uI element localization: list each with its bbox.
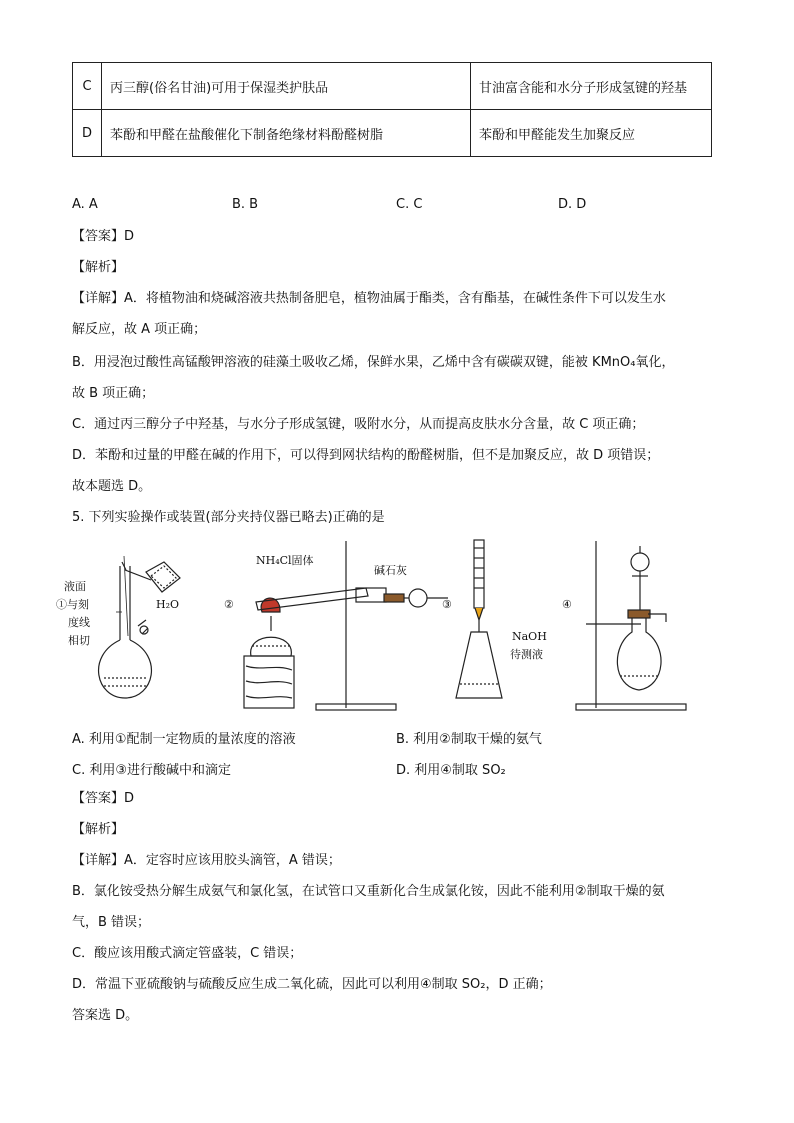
q4-analysis-heading: 【解析】 xyxy=(72,260,125,275)
tested-solution-label: 待测液 xyxy=(510,648,543,661)
q5-stem: 5. 下列实验操作或装置(部分夹持仪器已略去)正确的是 xyxy=(72,510,385,525)
q5-detail-line: D．常温下亚硫酸钠与硫酸反应生成二氧化硫，因此可以利用④制取 SO₂，D 正确； xyxy=(72,977,552,992)
q5-detail-line: 气，B 错误； xyxy=(72,915,151,930)
q4-detail-line: C．通过丙三醇分子中羟基，与水分子形成氢键，吸附水分，从而提高皮肤水分含量，故 C 项正确； xyxy=(72,417,645,432)
row-method: 丙三醇(俗名甘油)可用于保湿类护肤品 xyxy=(102,63,471,110)
q4-detail-line: 故本题选 D。 xyxy=(72,479,152,494)
flask-label-1: 液面 xyxy=(64,580,86,593)
q4-detail-line: 故 B 项正确； xyxy=(72,386,155,401)
apparatus-figure xyxy=(56,536,696,716)
table-row xyxy=(73,63,712,110)
q5-option-c[interactable]: C. 利用③进行酸碱中和滴定 xyxy=(72,763,231,778)
q4-detail-line: D．苯酚和过量的甲醛在碱的作用下，可以得到网状结构的酚醛树脂，但不是加聚反应，故 D 项错误； xyxy=(72,448,660,463)
q4-detail-line: 【详解】A．将植物油和烧碱溶液共热制备肥皂，植物油属于酯类，含有酯基，在碱性条件下可以发生水 xyxy=(72,291,666,306)
q5-analysis-heading: 【解析】 xyxy=(72,822,125,837)
q4-option-b[interactable]: B. B xyxy=(232,197,259,212)
q5-option-a[interactable]: A. 利用①配制一定物质的量浓度的溶液 xyxy=(72,732,296,747)
flask-label-2: ①与刻 xyxy=(56,598,89,611)
so2-generator-diagram xyxy=(576,541,686,710)
water-label: H₂O xyxy=(156,598,180,611)
row-key: D xyxy=(73,110,102,157)
q5-option-d[interactable]: D. 利用④制取 SO₂ xyxy=(396,763,506,778)
q5-detail-line: C．酸应该用酸式滴定管盛装，C 错误； xyxy=(72,946,303,961)
row-key: C xyxy=(73,63,102,110)
row-method: 苯酚和甲醛在盐酸催化下制备绝缘材料酚醛树脂 xyxy=(102,110,471,157)
table-row xyxy=(73,110,712,157)
q4-option-a[interactable]: A. A xyxy=(72,197,98,212)
apparatus-3-number: ③ xyxy=(442,598,452,611)
naoh-label: NaOH xyxy=(512,630,547,643)
volumetric-flask-diagram xyxy=(99,556,180,698)
q4-detail-line: B．用浸泡过酸性高锰酸钾溶液的硅藻土吸收乙烯，保鲜水果，乙烯中含有碳碳双键，能被 KMnO₄氧化， xyxy=(72,355,675,370)
q5-option-b[interactable]: B. 利用②制取干燥的氨气 xyxy=(396,732,542,747)
q5-answer: 【答案】D xyxy=(72,791,135,806)
q5-detail-line: B．氯化铵受热分解生成氨气和氯化氢，在试管口又重新化合生成氯化铵，因此不能利用②制取干燥的氨 xyxy=(72,884,665,899)
q4-detail-line: 解反应，故 A 项正确； xyxy=(72,322,207,337)
flask-label-3: 度线 xyxy=(68,616,90,629)
row-reason: 甘油富含能和水分子形成氢键的羟基 xyxy=(471,63,712,110)
flask-label-4: 相切 xyxy=(68,634,90,647)
options-table xyxy=(72,62,712,157)
q4-option-d[interactable]: D. D xyxy=(558,197,587,212)
titration-diagram xyxy=(456,540,502,698)
q4-answer: 【答案】D xyxy=(72,229,135,244)
q4-option-c[interactable]: C. C xyxy=(396,197,423,212)
apparatus-4-number: ④ xyxy=(562,598,572,611)
q5-detail-line: 答案选 D。 xyxy=(72,1008,139,1023)
soda-lime-label: 碱石灰 xyxy=(374,564,407,577)
row-reason: 苯酚和甲醛能发生加聚反应 xyxy=(471,110,712,157)
nh4cl-label: NH₄Cl固体 xyxy=(256,554,314,567)
q5-detail-line: 【详解】A．定容时应该用胶头滴管，A 错误； xyxy=(72,853,341,868)
apparatus-2-number: ② xyxy=(224,598,234,611)
